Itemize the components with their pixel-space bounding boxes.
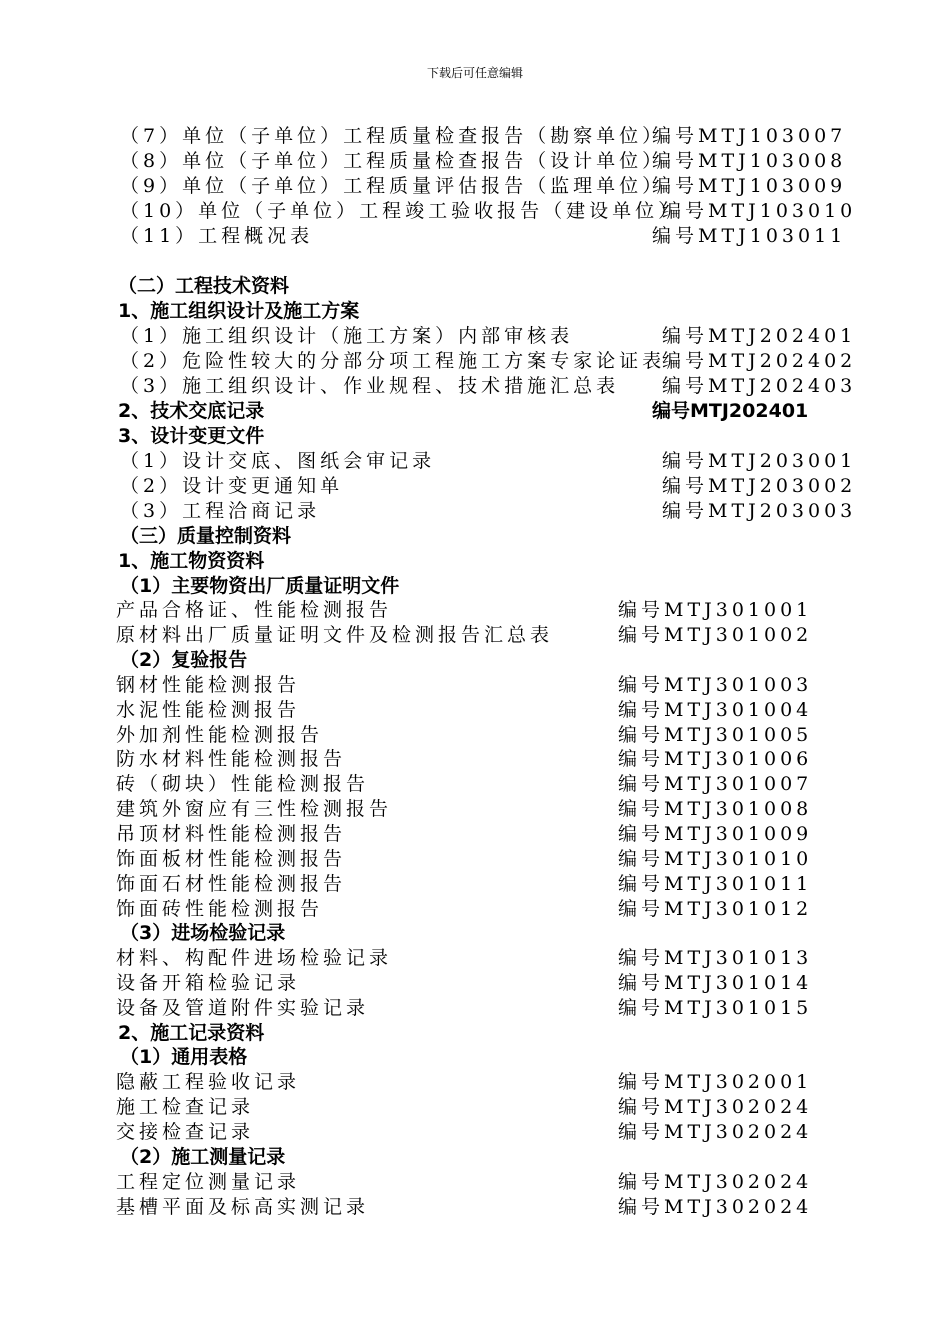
document-entry	[116, 698, 950, 722]
heading-text: （三）质量控制资料	[120, 525, 292, 547]
entry-code: 编号MTJ103011	[652, 225, 847, 247]
heading-text: （1）主要物资出厂质量证明文件	[120, 575, 400, 597]
entry-title: （2）危险性较大的分部分项工程施工方案专家论证表	[120, 350, 666, 372]
entry-code: 编号MTJ202401	[662, 325, 857, 347]
document-entry	[120, 199, 950, 223]
entry-title: 工程定位测量记录	[116, 1171, 301, 1193]
entry-title: （1）设计交底、图纸会审记录	[120, 450, 436, 472]
section-heading	[120, 648, 950, 672]
section-heading	[120, 1045, 950, 1069]
entry-code: 编号MTJ302024	[618, 1121, 813, 1143]
document-entry	[116, 673, 950, 697]
entry-code: 编号MTJ301014	[618, 972, 813, 994]
document-entry	[120, 374, 950, 398]
entry-title: 砖（砌块）性能检测报告	[116, 773, 370, 795]
entry-code: 编号MTJ302024	[618, 1171, 813, 1193]
heading-text: 3、设计变更文件	[118, 425, 265, 447]
entry-code: 编号MTJ301004	[618, 699, 813, 721]
entry-code: 编号MTJ301011	[618, 873, 813, 895]
document-entry	[120, 474, 950, 498]
entry-title: （8）单位（子单位）工程质量检查报告（设计单位）	[120, 150, 666, 172]
entry-code: 编号MTJ301002	[618, 624, 813, 646]
document-entry	[116, 1070, 950, 1094]
document-entry	[120, 349, 950, 373]
entry-title: 防水材料性能检测报告	[116, 748, 347, 770]
entry-code: 编号MTJ301015	[618, 997, 813, 1019]
heading-text: 2、技术交底记录	[118, 400, 265, 422]
entry-title: （9）单位（子单位）工程质量评估报告（监理单位）	[120, 175, 666, 197]
entry-code: 编号MTJ302024	[618, 1096, 813, 1118]
entry-title: （7）单位（子单位）工程质量检查报告（勘察单位）	[120, 125, 666, 147]
document-entry	[116, 1095, 950, 1119]
entry-title: 钢材性能检测报告	[116, 674, 301, 696]
entry-title: 饰面石材性能检测报告	[116, 873, 347, 895]
entry-title: 交接检查记录	[116, 1121, 255, 1143]
section-heading	[118, 299, 950, 323]
entry-title: 设备开箱检验记录	[116, 972, 301, 994]
entry-title: 吊顶材料性能检测报告	[116, 823, 347, 845]
section-heading	[118, 274, 950, 298]
entry-title: （2）设计变更通知单	[120, 475, 344, 497]
document-entry	[120, 224, 950, 248]
entry-code: 编号MTJ202402	[662, 350, 857, 372]
entry-code: 编号MTJ301013	[618, 947, 813, 969]
document-entry	[116, 772, 950, 796]
document-entry	[116, 897, 950, 921]
document-entry	[116, 747, 950, 771]
heading-text: （二）工程技术资料	[118, 275, 290, 297]
entry-title: 产品合格证、性能检测报告	[116, 599, 393, 621]
entry-title: 材料、构配件进场检验记录	[116, 947, 393, 969]
document-entry	[120, 324, 950, 348]
section-heading	[118, 424, 950, 448]
entry-code: 编号MTJ302001	[618, 1071, 813, 1093]
entry-code: 编号MTJ202403	[662, 375, 857, 397]
document-entry	[120, 149, 950, 173]
entry-title: （3）工程洽商记录	[120, 500, 321, 522]
entry-title: 外加剂性能检测报告	[116, 724, 324, 746]
document-entry	[120, 124, 950, 148]
document-entry	[116, 872, 950, 896]
entry-code: 编号MTJ103008	[652, 150, 847, 172]
entry-code: 编号MTJ301008	[618, 798, 813, 820]
entry-code: 编号MTJ103007	[652, 125, 847, 147]
entry-title: 建筑外窗应有三性检测报告	[116, 798, 393, 820]
section-heading	[118, 1021, 950, 1045]
entry-title: （10）单位（子单位）工程竣工验收报告（建设单位）	[120, 200, 682, 222]
entry-title: 施工检查记录	[116, 1096, 255, 1118]
section-heading	[120, 1145, 950, 1169]
entry-code: 编号MTJ301007	[618, 773, 813, 795]
section-heading	[118, 399, 950, 423]
entry-code: 编号MTJ301006	[618, 748, 813, 770]
section-heading	[118, 549, 950, 573]
document-entry	[116, 1170, 950, 1194]
entry-title: 水泥性能检测报告	[116, 699, 301, 721]
document-entry	[116, 1195, 950, 1219]
entry-code: 编号MTJ302024	[618, 1196, 813, 1218]
entry-code: 编号MTJ301003	[618, 674, 813, 696]
document-entry	[116, 996, 950, 1020]
entry-code: 编号MTJ301010	[618, 848, 813, 870]
document-entry	[116, 822, 950, 846]
entry-code: 编号MTJ202401	[652, 400, 809, 422]
entry-code: 编号MTJ301001	[618, 599, 813, 621]
heading-text: （2）复验报告	[120, 649, 248, 671]
document-entry	[120, 174, 950, 198]
entry-title: 饰面砖性能检测报告	[116, 898, 324, 920]
entry-code: 编号MTJ203003	[662, 500, 857, 522]
document-entry	[120, 499, 950, 523]
entry-code: 编号MTJ301009	[618, 823, 813, 845]
page-header: 下载后可任意编辑	[426, 66, 523, 80]
entry-code: 编号MTJ301005	[618, 724, 813, 746]
document-entry	[120, 449, 950, 473]
document-entry	[116, 723, 950, 747]
document-entry	[116, 971, 950, 995]
section-heading	[120, 574, 950, 598]
heading-text: 1、施工组织设计及施工方案	[118, 300, 360, 322]
entry-title: （3）施工组织设计、作业规程、技术措施汇总表	[120, 375, 620, 397]
entry-title: （1）施工组织设计（施工方案）内部审核表	[120, 325, 574, 347]
document-entry	[116, 623, 950, 647]
entry-code: 编号MTJ301012	[618, 898, 813, 920]
section-heading	[120, 921, 950, 945]
entry-title: 隐蔽工程验收记录	[116, 1071, 301, 1093]
document-entry	[116, 598, 950, 622]
document-entry	[116, 1120, 950, 1144]
heading-text: （1）通用表格	[120, 1046, 248, 1068]
entry-title: 设备及管道附件实验记录	[116, 997, 370, 1019]
document-entry	[116, 946, 950, 970]
heading-text: （3）进场检验记录	[120, 922, 286, 944]
entry-title: 基槽平面及标高实测记录	[116, 1196, 370, 1218]
entry-code: 编号MTJ203002	[662, 475, 857, 497]
entry-code: 编号MTJ103010	[662, 200, 857, 222]
entry-title: 原材料出厂质量证明文件及检测报告汇总表	[116, 624, 554, 646]
entry-code: 编号MTJ203001	[662, 450, 857, 472]
heading-text: 2、施工记录资料	[118, 1022, 265, 1044]
entry-code: 编号MTJ103009	[652, 175, 847, 197]
document-entry	[116, 797, 950, 821]
document-entry	[116, 847, 950, 871]
entry-title: 饰面板材性能检测报告	[116, 848, 347, 870]
section-heading	[120, 524, 950, 548]
heading-text: 1、施工物资资料	[118, 550, 265, 572]
heading-text: （2）施工测量记录	[120, 1146, 286, 1168]
entry-title: （11）工程概况表	[120, 225, 314, 247]
